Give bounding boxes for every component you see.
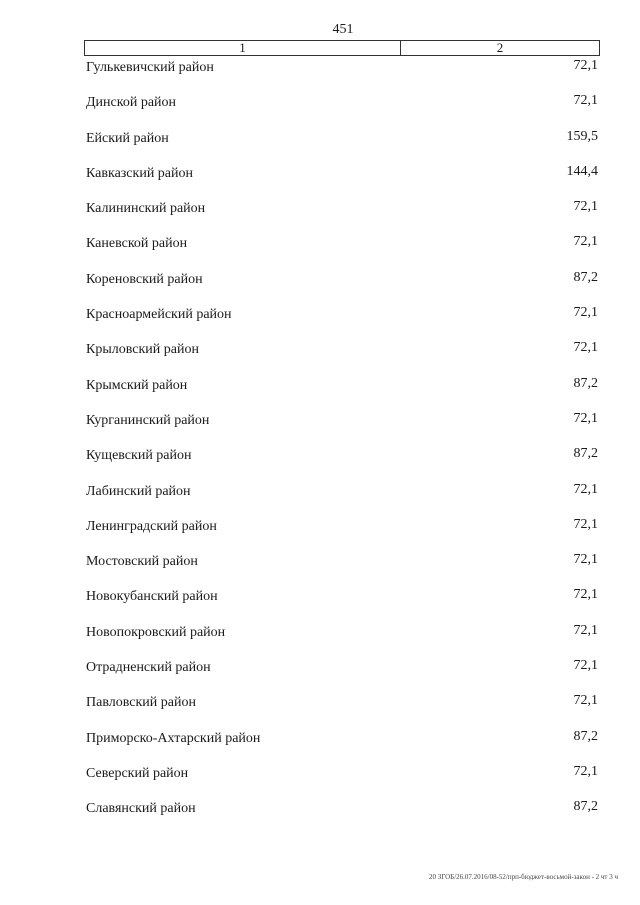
table-row — [0, 58, 640, 93]
table-row — [0, 270, 640, 305]
table-column-header — [84, 40, 600, 56]
table-row — [0, 799, 640, 834]
table-row — [0, 482, 640, 517]
district-value: 72,1 — [573, 587, 598, 603]
district-name: Северский район — [86, 765, 189, 781]
table-row — [0, 411, 640, 446]
table-row — [0, 623, 640, 658]
table-row — [0, 164, 640, 199]
district-value: 87,2 — [573, 446, 598, 462]
district-name: Новокубанский район — [86, 589, 218, 605]
page-number: 451 — [332, 22, 354, 37]
district-value: 159,5 — [566, 128, 598, 144]
district-name: Павловский район — [86, 695, 196, 711]
district-value: 72,1 — [573, 234, 598, 250]
district-name: Гулькевичский район — [86, 60, 214, 75]
district-value: 72,1 — [573, 481, 598, 497]
district-value: 72,1 — [573, 693, 598, 709]
table-row — [0, 552, 640, 587]
table-row — [0, 729, 640, 764]
table-row — [0, 234, 640, 269]
district-name: Приморско-Ахтарский район — [86, 730, 261, 746]
district-name: Кущевский район — [86, 448, 192, 464]
district-value: 72,1 — [573, 622, 598, 638]
district-name: Новопокровский район — [86, 624, 226, 640]
district-name: Лабинский район — [86, 483, 191, 499]
district-value: 72,1 — [573, 410, 598, 426]
district-value: 72,1 — [573, 340, 598, 356]
district-value: 72,1 — [573, 305, 598, 321]
table-row — [0, 199, 640, 234]
district-value: 72,1 — [573, 763, 598, 779]
district-value: 72,1 — [573, 58, 598, 73]
district-name: Кавказский район — [86, 165, 194, 181]
district-value: 72,1 — [573, 516, 598, 532]
district-name: Динской район — [86, 95, 177, 111]
district-value: 144,4 — [566, 163, 598, 179]
district-value: 87,2 — [573, 728, 598, 744]
table-row — [0, 305, 640, 340]
district-value: 72,1 — [573, 93, 598, 109]
district-value: 72,1 — [573, 552, 598, 568]
district-name: Каневской район — [86, 236, 188, 252]
district-name: Крымский район — [86, 377, 188, 393]
column-1-header: 1 — [85, 41, 401, 55]
footer-document-code: 20 ЗГОБ/26.07.2016/08-52/прп-бюджет-восьмой-закон - 2 чт 3 ч — [428, 873, 618, 881]
table-row — [0, 93, 640, 128]
district-name: Славянский район — [86, 801, 196, 817]
table-row — [0, 587, 640, 622]
district-name: Ленинградский район — [86, 518, 217, 534]
table-row — [0, 764, 640, 799]
table-row — [0, 446, 640, 481]
district-value: 87,2 — [573, 375, 598, 391]
district-name: Курганинский район — [86, 412, 210, 428]
district-name: Отрадненский район — [86, 660, 211, 676]
table-row — [0, 658, 640, 693]
district-value: 72,1 — [573, 199, 598, 215]
district-value: 87,2 — [573, 269, 598, 285]
district-table — [0, 58, 640, 835]
district-name: Кореновский район — [86, 271, 203, 287]
district-name: Мостовский район — [86, 554, 198, 570]
district-name: Красноармейский район — [86, 307, 232, 323]
district-name: Калининский район — [86, 201, 206, 217]
district-value: 87,2 — [573, 799, 598, 815]
district-value: 72,1 — [573, 658, 598, 674]
table-row — [0, 129, 640, 164]
table-row — [0, 517, 640, 552]
table-row — [0, 376, 640, 411]
table-row — [0, 340, 640, 375]
column-2-header: 2 — [496, 40, 504, 55]
district-name: Ейский район — [86, 130, 169, 146]
table-row — [0, 693, 640, 728]
district-name: Крыловский район — [86, 342, 199, 358]
